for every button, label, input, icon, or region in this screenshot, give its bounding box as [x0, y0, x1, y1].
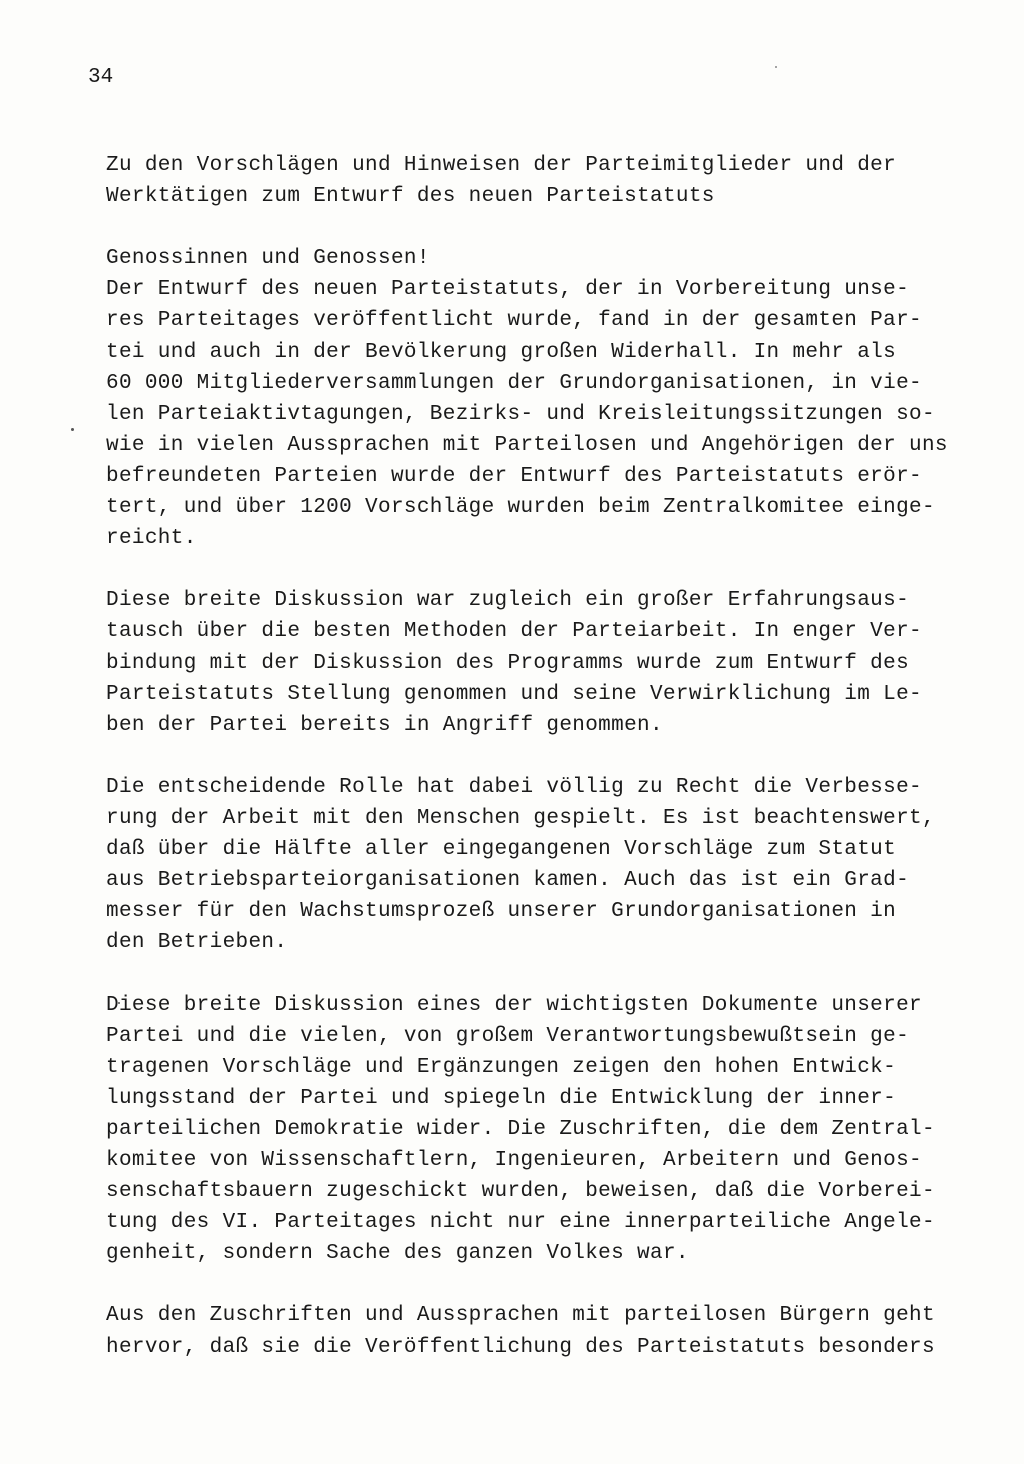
paragraph-gap — [106, 1269, 946, 1300]
text-line: genheit, sondern Sache des ganzen Volkes war. — [106, 1242, 689, 1266]
scan-speck — [775, 66, 777, 68]
text-line: Partei und die vielen, von großem Verantwortungsbewußtsein ge- — [106, 1024, 910, 1048]
text-line: daß über die Hälfte aller eingegangenen Vorschläge zum Statut — [106, 838, 897, 862]
text-line: Diese breite Diskussion war zugleich ein großer Erfahrungsaus- — [106, 589, 910, 613]
text-line: wie in vielen Aussprachen mit Parteilosen und Angehörigen der uns — [106, 433, 948, 457]
document-heading — [106, 150, 946, 212]
document-body — [106, 150, 946, 1363]
text-line: tei und auch in der Bevölkerung großen Widerhall. In mehr als — [106, 340, 897, 364]
text-line: parteilichen Demokratie wider. Die Zuschriften, die dem Zentral- — [106, 1117, 935, 1141]
text-line: Parteistatuts Stellung genommen und seine Verwirklichung im Le- — [106, 682, 922, 706]
paragraph-gap — [106, 212, 946, 243]
text-line: aus Betriebsparteiorganisationen kamen. Auch das ist ein Grad- — [106, 869, 910, 893]
text-line: messer für den Wachstumsprozeß unserer Grundorganisationen in — [106, 900, 897, 924]
text-line: 60 000 Mitgliederversammlungen der Grundorganisationen, in vie- — [106, 371, 922, 395]
text-line: tung des VI. Parteitages nicht nur eine innerparteiliche Angele- — [106, 1211, 935, 1235]
text-line: hervor, daß sie die Veröffentlichung des Parteistatuts besonders — [106, 1335, 935, 1359]
text-line: befreundeten Parteien wurde der Entwurf des Parteistatuts erör- — [106, 464, 922, 488]
text-line: tragenen Vorschläge und Ergänzungen zeigen den hohen Entwick- — [106, 1055, 897, 1079]
paragraph — [106, 990, 946, 1270]
paragraph — [106, 243, 946, 554]
text-line: lungsstand der Partei und spiegeln die Entwicklung der inner- — [106, 1086, 897, 1110]
text-line: tausch über die besten Methoden der Parteiarbeit. In enger Ver- — [106, 620, 922, 644]
paragraph — [106, 772, 946, 959]
text-line: reicht. — [106, 527, 197, 551]
text-line: len Parteiaktivtagungen, Bezirks- und Kreisleitungssitzungen so- — [106, 402, 935, 426]
paragraph — [106, 1300, 946, 1362]
text-line: Diese breite Diskussion eines der wichtigsten Dokumente unserer — [106, 993, 922, 1017]
text-line: Aus den Zuschriften und Aussprachen mit parteilosen Bürgern geht — [106, 1304, 935, 1328]
text-line: tert, und über 1200 Vorschläge wurden beim Zentralkomitee einge- — [106, 496, 935, 520]
page-number: 34 — [88, 66, 114, 89]
text-line: Zu den Vorschlägen und Hinweisen der Parteimitglieder und der — [106, 154, 897, 177]
paragraph — [106, 585, 946, 740]
text-line: bindung mit der Diskussion des Programms wurde zum Entwurf des — [106, 651, 910, 675]
text-line: senschaftsbauern zugeschickt wurden, beweisen, daß die Vorberei- — [106, 1180, 935, 1204]
text-line: Werktätigen zum Entwurf des neuen Parteistatuts — [106, 185, 715, 209]
text-line: res Parteitages veröffentlicht wurde, fand in der gesamten Par- — [106, 309, 922, 333]
paragraph-gap — [106, 958, 946, 989]
text-line: komitee von Wissenschaftlern, Ingenieuren, Arbeitern und Genos- — [106, 1149, 922, 1172]
text-line: Der Entwurf des neuen Parteistatuts, der in Vorbereitung unse- — [106, 278, 910, 302]
text-line: Genossinnen und Genossen! — [106, 247, 430, 271]
scan-speck — [71, 428, 74, 431]
paragraph-gap — [106, 741, 946, 772]
paragraph-gap — [106, 554, 946, 585]
text-line: rung der Arbeit mit den Menschen gespielt. Es ist beachtenswert, — [106, 806, 935, 830]
text-line: den Betrieben. — [106, 931, 288, 955]
text-line: ben der Partei bereits in Angriff genommen. — [106, 713, 663, 737]
text-line: Die entscheidende Rolle hat dabei völlig zu Recht die Verbesse- — [106, 775, 922, 799]
